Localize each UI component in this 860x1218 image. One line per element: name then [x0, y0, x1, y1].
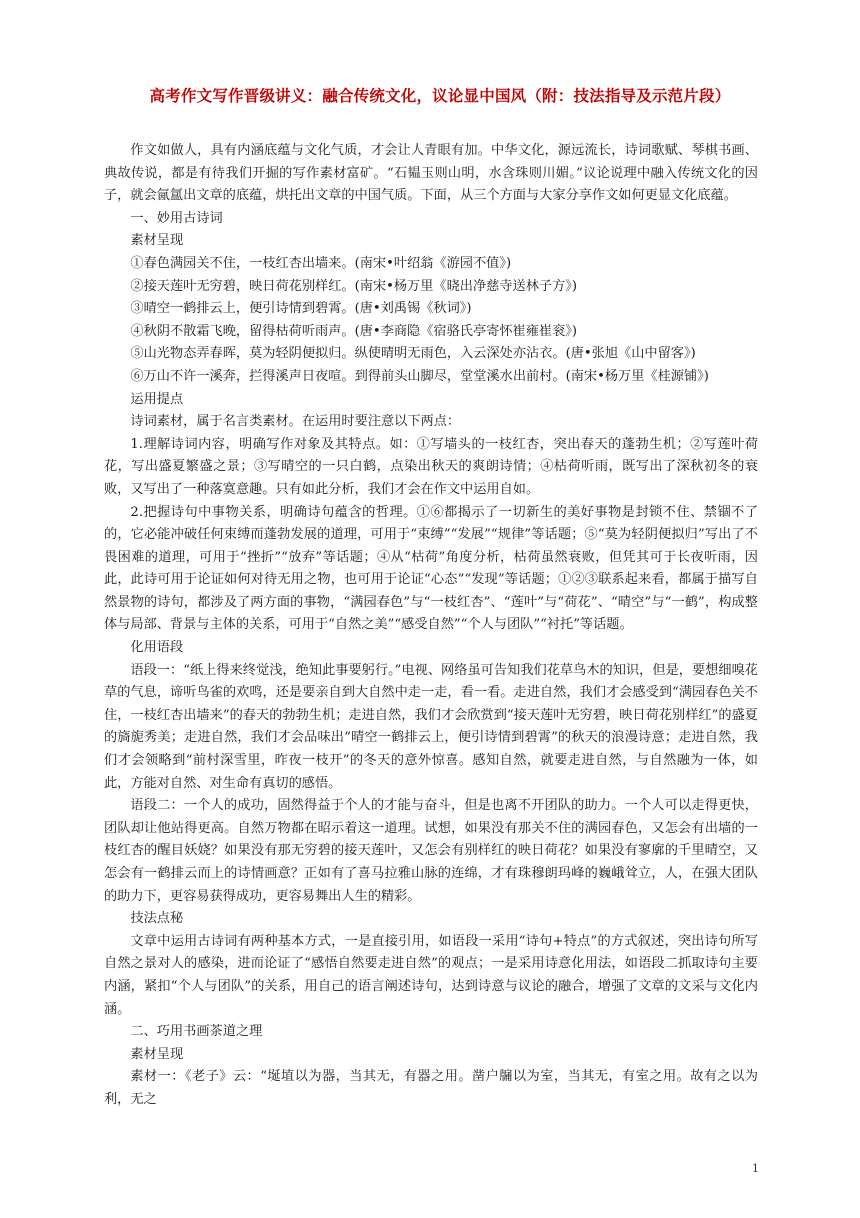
paragraph: 一、妙用古诗词: [130, 210, 223, 226]
paragraph: 诗词素材，属于名言类素材。在运用时要注意以下两点：: [130, 414, 461, 430]
paragraph: 素材呈现: [130, 233, 184, 249]
paragraph: ⑤山光物态弄春晖，莫为轻阴便拟归。纵使晴明无雨色，入云深处亦沾衣。(唐•张旭《山中留客》): [130, 346, 696, 362]
paragraph: 运用提点: [130, 391, 184, 407]
document-body: [104, 140, 758, 1112]
paragraph: ④秋阴不散霜飞晚，留得枯荷听雨声。(唐•李商隐《宿骆氏亭寄怀崔雍崔衮》): [130, 323, 578, 339]
paragraph: 素材一：《老子》云：“埏埴以为器，当其无，有器之用。凿户牖以为室，当其无，有室之用。故有之以为利，无之: [104, 1069, 758, 1107]
paragraph: 技法点秘: [130, 911, 184, 927]
paragraph: 作文如做人，具有内涵底蕴与文化气质，才会让人青眼有加。中华文化，源远流长，诗词歌赋、琴棋书画、典故传说，都是有待我们开掘的写作素材富矿。“石韫玉则山明，水含珠则川媚。”议论说理中融入传统文化的因子，就会氤氲出文章的底蕴，烘托出文章的中国气质。下面，从三个方面与大家分享作文如何更显文化底蕴。: [104, 143, 758, 204]
paragraph: ①春色满园关不住，一枝红杏出墙来。(南宋•叶绍翁《游园不值》): [130, 255, 512, 271]
paragraph: 二、巧用书画茶道之理: [130, 1024, 263, 1040]
paragraph: ②接天莲叶无穷碧，映日荷花别样红。(南宋•杨万里《晓出净慈寺送林子方》): [130, 278, 578, 294]
document-title: 高考作文写作晋级讲义：融合传统文化，议论显中国风（附：技法指导及示范片段）: [149, 87, 731, 105]
paragraph: 语段一：“纸上得来终觉浅，绝知此事要躬行。”电视、网络虽可告知我们花草鸟木的知识，但是，要想细嗅花草的气息，谛听鸟雀的欢鸣，还是要亲自到大自然中走一走，看一看。走进自然，我们才会感受到“满园春色关不住，一枝红杏出墙来”的春天的勃勃生机；走进自然，我们才会欣赏到“接天莲叶无穷碧，映日荷花别样红”的盛夏的旖旎秀美；走进自然，我们才会品味出“晴空一鹤排云上，便引诗情到碧霄”的秋天的浪漫诗意；走进自然，我们才会领略到“前村深雪里，昨夜一枝开”的冬天的意外惊喜。感知自然，就要走进自然，与自然融为一体，如此，方能对自然、对生命有真切的感悟。: [104, 662, 758, 791]
paragraph: ③晴空一鹤排云上，便引诗情到碧霄。(唐•刘禹锡《秋词》): [130, 301, 472, 317]
paragraph: 语段二：一个人的成功，固然得益于个人的才能与奋斗，但是也离不开团队的助力。一个人可以走得更快，团队却让他站得更高。自然万物都在昭示着这一道理。试想，如果没有那关不住的满园春色，又怎会有出墙的一枝红杏的醒目妖娆？如果没有那无穷碧的接天莲叶，又怎会有别样红的映日荷花？如果没有寥廓的千里晴空，又怎会有一鹤排云而上的诗情画意？正如有了喜马拉雅山脉的连绵，才有珠穆朗玛峰的巍峨耸立，人，在强大团队的助力下，更容易获得成功，更容易舞出人生的精彩。: [104, 798, 758, 904]
paragraph: 文章中运用古诗词有两种基本方式，一是直接引用，如语段一采用“诗句+特点”的方式叙述，突出诗句所写自然之景对人的感染，进而论证了“感悟自然要走进自然”的观点；一是采用诗意化用法，如语段二抓取诗句主要内涵，紧扣“个人与团队”的关系，用自己的语言阐述诗句，达到诗意与议论的融合，增强了文章的文采与文化内涵。: [104, 933, 758, 1017]
paragraph: 素材呈现: [130, 1046, 184, 1062]
paragraph: 1.理解诗词内容，明确写作对象及其特点。如：①写墙头的一枝红杏，突出春天的蓬勃生机；②写莲叶荷花，写出盛夏繁盛之景；③写晴空的一只白鹤，点染出秋天的爽朗诗情；④枯荷听雨，既写出了深秋初冬的衰败，又写出了一种落寞意趣。只有如此分析，我们才会在作文中运用自如。: [104, 436, 758, 497]
paragraph: ⑥万山不许一溪奔，拦得溪声日夜喧。到得前头山脚尽，堂堂溪水出前村。(南宋•杨万里《桂源铺》): [130, 368, 709, 384]
page-number: 1: [752, 1162, 759, 1175]
paragraph: 2.把握诗句中事物关系，明确诗句蕴含的哲理。①⑥都揭示了一切新生的美好事物是封锁不住、禁锢不了的，它必能冲破任何束缚而蓬勃发展的道理，可用于“束缚”“发展”“规律”等话题；⑤“莫为轻阴便拟归”写出了不畏困难的道理，可用于“挫折”“放弃”等话题；④从“枯荷”角度分析，枯荷虽然衰败，但凭其可于长夜听雨，因此，此诗可用于论证如何对待无用之物，也可用于论证“心态”“发现”等话题；①②③联系起来看，都属于描写自然景物的诗句，都涉及了两方面的事物，“满园春色”与“一枝红杏”、“莲叶”与“荷花”、“晴空”与“一鹤”，构成整体与局部、背景与主体的关系，可用于“自然之美”“感受自然”“个人与团队”“衬托”等话题。: [104, 504, 758, 633]
paragraph: 化用语段: [130, 640, 184, 656]
